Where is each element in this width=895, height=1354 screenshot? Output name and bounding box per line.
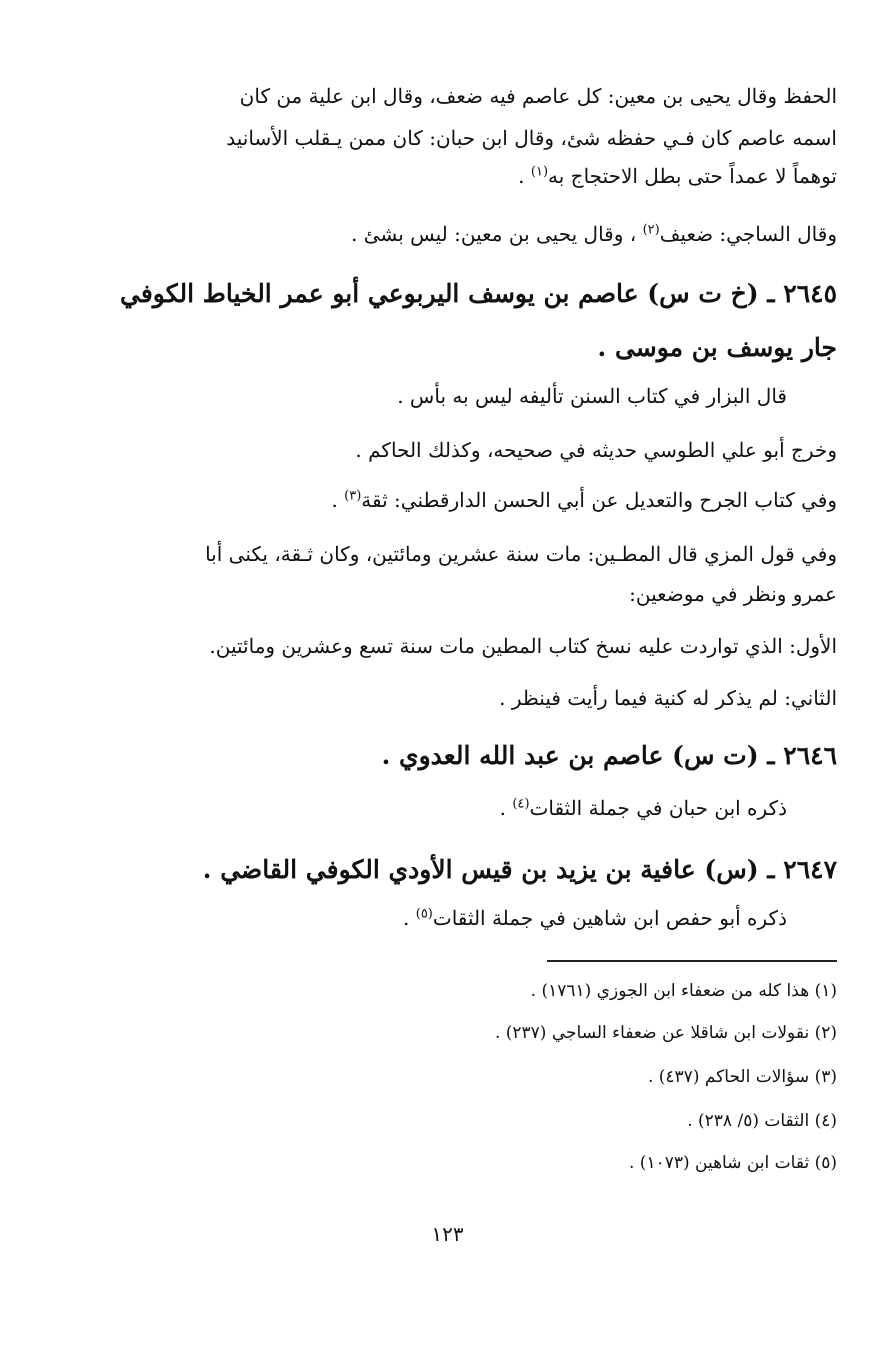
footnote-ref[interactable]: (٢) — [642, 222, 660, 238]
paragraph-line: وفي قول المزي قال المطـين: مات سنة عشرين ومائتين، وكان ثـقة، يكنى أبا — [205, 542, 837, 566]
footnote-ref[interactable]: (٣) — [344, 488, 362, 504]
entry-heading: ٢٦٤٦ ـ (ت س) عاصم بن عبد الله العدوي . — [381, 741, 837, 770]
paragraph-end: . — [499, 796, 513, 820]
footnote-ref[interactable]: (١) — [530, 164, 549, 180]
paragraph-line: قال البزار في كتاب السنن تأليفه ليس به بأس . — [397, 384, 787, 408]
paragraph-line — [58, 220, 837, 248]
paragraph-text: ، وقال يحيى بن معين: ليس بشئ . — [351, 222, 643, 246]
footnote-ref[interactable]: (٥) — [415, 906, 433, 922]
footnote-divider — [547, 960, 837, 962]
footnote: (١) هذا كله من ضعفاء ابن الجوزي (١٧٦١) . — [530, 981, 837, 1001]
paragraph-line — [58, 486, 837, 514]
paragraph-line — [58, 794, 787, 822]
entry-heading: ٢٦٤٧ ـ (س) عافية بن يزيد بن قيس الأودي الكوفي القاضي . — [202, 855, 837, 884]
paragraph-line: الحفظ وقال يحيى بن معين: كل عاصم فيه ضعف، وقال ابن علية من كان — [239, 84, 837, 108]
paragraph-line: وخرج أبو علي الطوسي حديثه في صحيحه، وكذلك الحاكم . — [355, 438, 837, 462]
paragraph-text: توهماً لا عمداً حتى بطل الاحتجاج به — [548, 164, 837, 188]
paragraph-text: ذكره ابن حبان في جملة الثقات — [529, 796, 787, 820]
footnote: (٤) الثقات (٥/ ٢٣٨) . — [687, 1111, 837, 1131]
paragraph-text: ذكره أبو حفص ابن شاهين في جملة الثقات — [432, 906, 787, 930]
paragraph-end: . — [331, 488, 345, 512]
page-number: ١٢٣ — [431, 1222, 464, 1246]
paragraph-text: وقال الساجي: ضعيف — [659, 222, 837, 246]
paragraph-line: الأول: الذي تواردت عليه نسخ كتاب المطين مات سنة تسع وعشرين ومائتين. — [209, 634, 837, 658]
paragraph-line: عمرو ونظر في موضعين: — [629, 582, 837, 606]
paragraph-line — [58, 162, 837, 190]
footnote-ref[interactable]: (٤) — [512, 796, 530, 812]
paragraph-line — [58, 904, 787, 932]
paragraph-end: . — [403, 906, 416, 930]
footnote: (٢) نقولات ابن شاقلا عن ضعفاء الساجي (٢٣٧) . — [494, 1023, 837, 1043]
paragraph-line: اسمه عاصم كان فـي حفظه شئ، وقال ابن حبان: كان ممن يـقلب الأسانيد — [226, 126, 837, 150]
entry-heading: ٢٦٤٥ ـ (خ ت س) عاصم بن يوسف اليربوعي أبو عمر الخياط الكوفي — [120, 279, 837, 308]
footnote: (٣) سؤالات الحاكم (٤٣٧) . — [647, 1067, 837, 1087]
paragraph-line: الثاني: لم يذكر له كنية فيما رأيت فينظر . — [499, 686, 837, 710]
footnote: (٥) ثقات ابن شاهين (١٠٧٣) . — [628, 1153, 837, 1173]
entry-heading-continued: جار يوسف بن موسى . — [597, 333, 837, 362]
paragraph-text: وفي كتاب الجرح والتعديل عن أبي الحسن الدارقطني: ثقة — [361, 488, 837, 512]
paragraph-end: . — [518, 164, 531, 188]
